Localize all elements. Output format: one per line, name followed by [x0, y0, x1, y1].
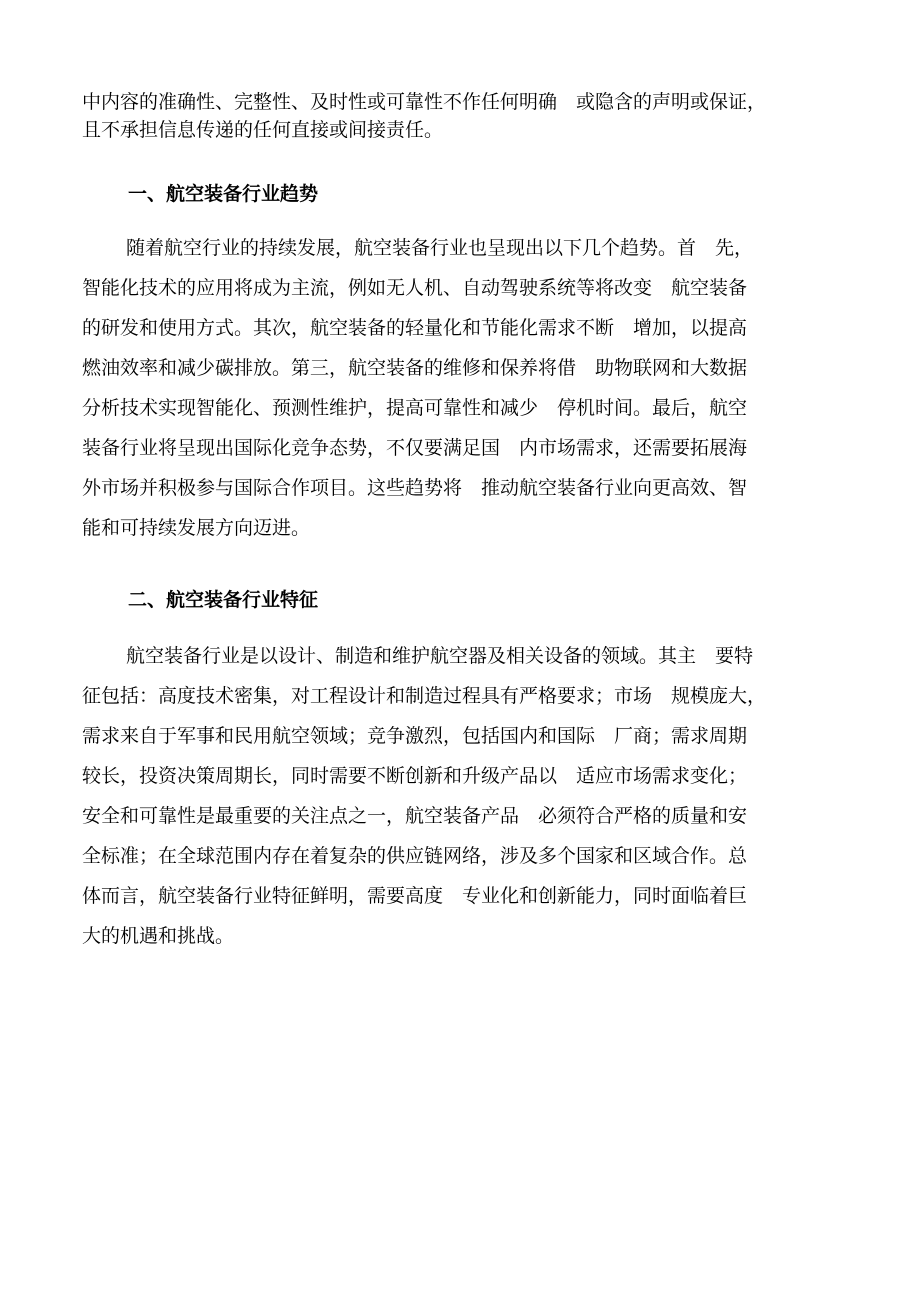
- paragraph-line: 较长，投资决策周期长，同时需要不断创新和升级产品以 适应市场需求变化；: [82, 765, 748, 787]
- paragraph-line: 体而言，航空装备行业特征鲜明，需要高度 专业化和创新能力，同时面临着巨: [82, 885, 748, 907]
- section-heading-trends: 一、航空装备行业趋势: [128, 183, 319, 205]
- paragraph-line: 智能化技术的应用将成为主流，例如无人机、自动驾驶系统等将改变 航空装备: [82, 277, 748, 299]
- paragraph-line: 分析技术实现智能化、预测性维护，提高可靠性和减少 停机时间。最后，航空: [82, 397, 748, 419]
- paragraph-line: 大的机遇和挑战。: [82, 925, 235, 947]
- paragraph-line: 需求来自于军事和民用航空领域；竞争激烈，包括国内和国际 厂商；需求周期: [82, 725, 748, 747]
- features-paragraph: [82, 636, 842, 956]
- paragraph-line: 安全和可靠性是最重要的关注点之一，航空装备产品 必须符合严格的质量和安: [82, 805, 748, 827]
- paragraph-line: 征包括：高度技术密集，对工程设计和制造过程具有严格要求；市场 规模庞大，: [82, 685, 767, 707]
- intro-paragraph: [82, 88, 842, 144]
- paragraph-line: 能和可持续发展方向迈进。: [82, 517, 311, 539]
- paragraph-line: 装备行业将呈现出国际化竞争态势，不仅要满足国 内市场需求，还需要拓展海: [82, 437, 748, 459]
- paragraph-line: 燃油效率和减少碳排放。第三，航空装备的维修和保养将借 助物联网和大数据: [82, 357, 748, 379]
- paragraph-line: 的研发和使用方式。其次，航空装备的轻量化和节能化需求不断 增加，以提高: [82, 317, 748, 339]
- intro-line: 且不承担信息传递的任何直接或间接责任。: [82, 119, 444, 141]
- paragraph-line: 全标准；在全球范围内存在着复杂的供应链网络，涉及多个国家和区域合作。总: [82, 845, 748, 867]
- paragraph-line: 随着航空行业的持续发展，航空装备行业也呈现出以下几个趋势。首 先，: [126, 237, 754, 259]
- trends-paragraph: [82, 228, 842, 548]
- document-page: [82, 88, 842, 956]
- paragraph-line: 外市场并积极参与国际合作项目。这些趋势将 推动航空装备行业向更高效、智: [82, 477, 748, 499]
- section-heading-features: 二、航空装备行业特征: [128, 589, 319, 611]
- paragraph-line: 航空装备行业是以设计、制造和维护航空器及相关设备的领域。其主 要特: [126, 645, 754, 667]
- intro-line: 中内容的准确性、完整性、及时性或可靠性不作任何明确 或隐含的声明或保证，: [82, 91, 767, 113]
